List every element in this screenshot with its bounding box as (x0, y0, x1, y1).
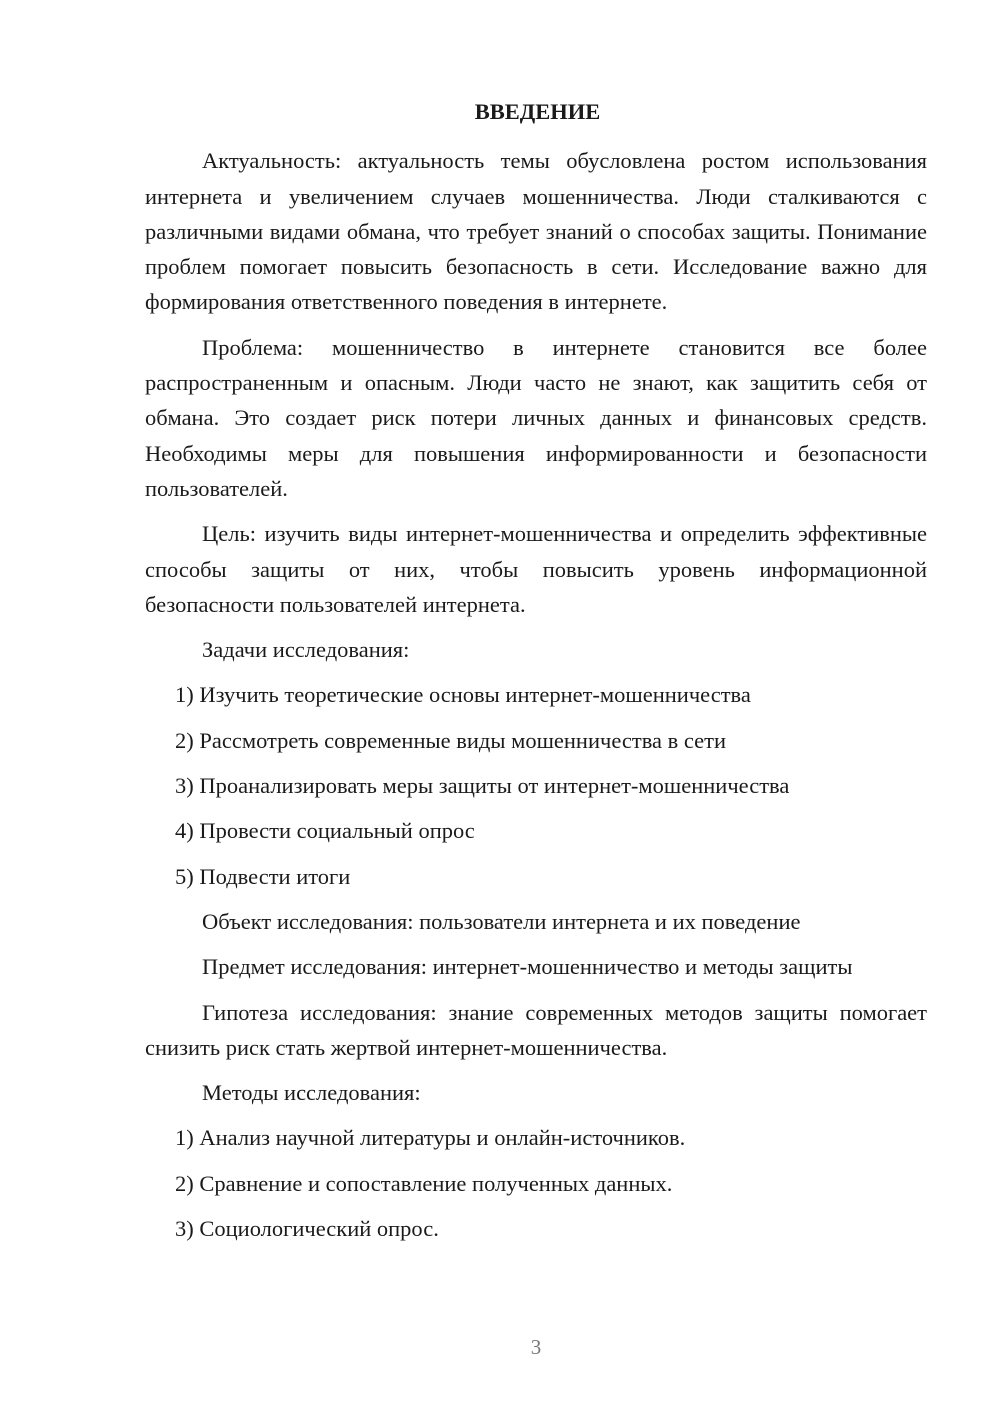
tasks-label: Задачи исследования: (202, 637, 410, 663)
methods-label: Методы исследования: (202, 1080, 421, 1106)
section-heading: ВВЕДЕНИЕ (474, 99, 601, 124)
page-number: 3 (530, 1335, 542, 1359)
tasks-list (145, 677, 927, 893)
list-item: 4) Провести социальный опрос (175, 818, 475, 844)
list-item: 2) Рассмотреть современные виды мошенничества в сети (175, 727, 726, 753)
relevance-paragraph: Актуальность: актуальность темы обусловлена ростом использования интернета и увеличением случаев мошенничества. Люди сталкиваются с различными видами обмана, что требует знаний о способах защиты. Понимание проблем помогает повысить безопасность в сети. Исследование важно для формирования ответственного поведения в интернете. (145, 148, 927, 315)
hypothesis-paragraph: Гипотеза исследования: знание современных методов защиты помогает снизить риск стать жертвой интернет-мошенничества. (145, 999, 927, 1060)
document-page (145, 94, 927, 1256)
subject-line: Предмет исследования: интернет-мошенничество и методы защиты (202, 954, 853, 980)
list-item: 3) Проанализировать меры защиты от интернет-мошенничества (175, 773, 790, 799)
methods-list (145, 1120, 927, 1246)
problem-paragraph: Проблема: мошенничество в интернете становится все более распространенным и опасным. Люди часто не знают, как защитить себя от обмана. Это создает риск потери личных данных и финансовых средств. Необходимы меры для повышения информированности и безопасности пользователей. (145, 334, 927, 501)
list-item: 5) Подвести итоги (175, 863, 351, 889)
goal-paragraph: Цель: изучить виды интернет-мошенничества и определить эффективные способы защиты от них, чтобы повысить уровень информационной безопасности пользователей интернета. (145, 521, 927, 617)
list-item: 1) Анализ научной литературы и онлайн-источников. (175, 1125, 686, 1151)
object-line: Объект исследования: пользователи интернета и их поведение (202, 908, 801, 934)
list-item: 1) Изучить теоретические основы интернет-мошенничества (175, 682, 751, 708)
list-item: 3) Социологический опрос. (175, 1216, 439, 1242)
list-item: 2) Сравнение и сопоставление полученных данных. (175, 1170, 673, 1196)
